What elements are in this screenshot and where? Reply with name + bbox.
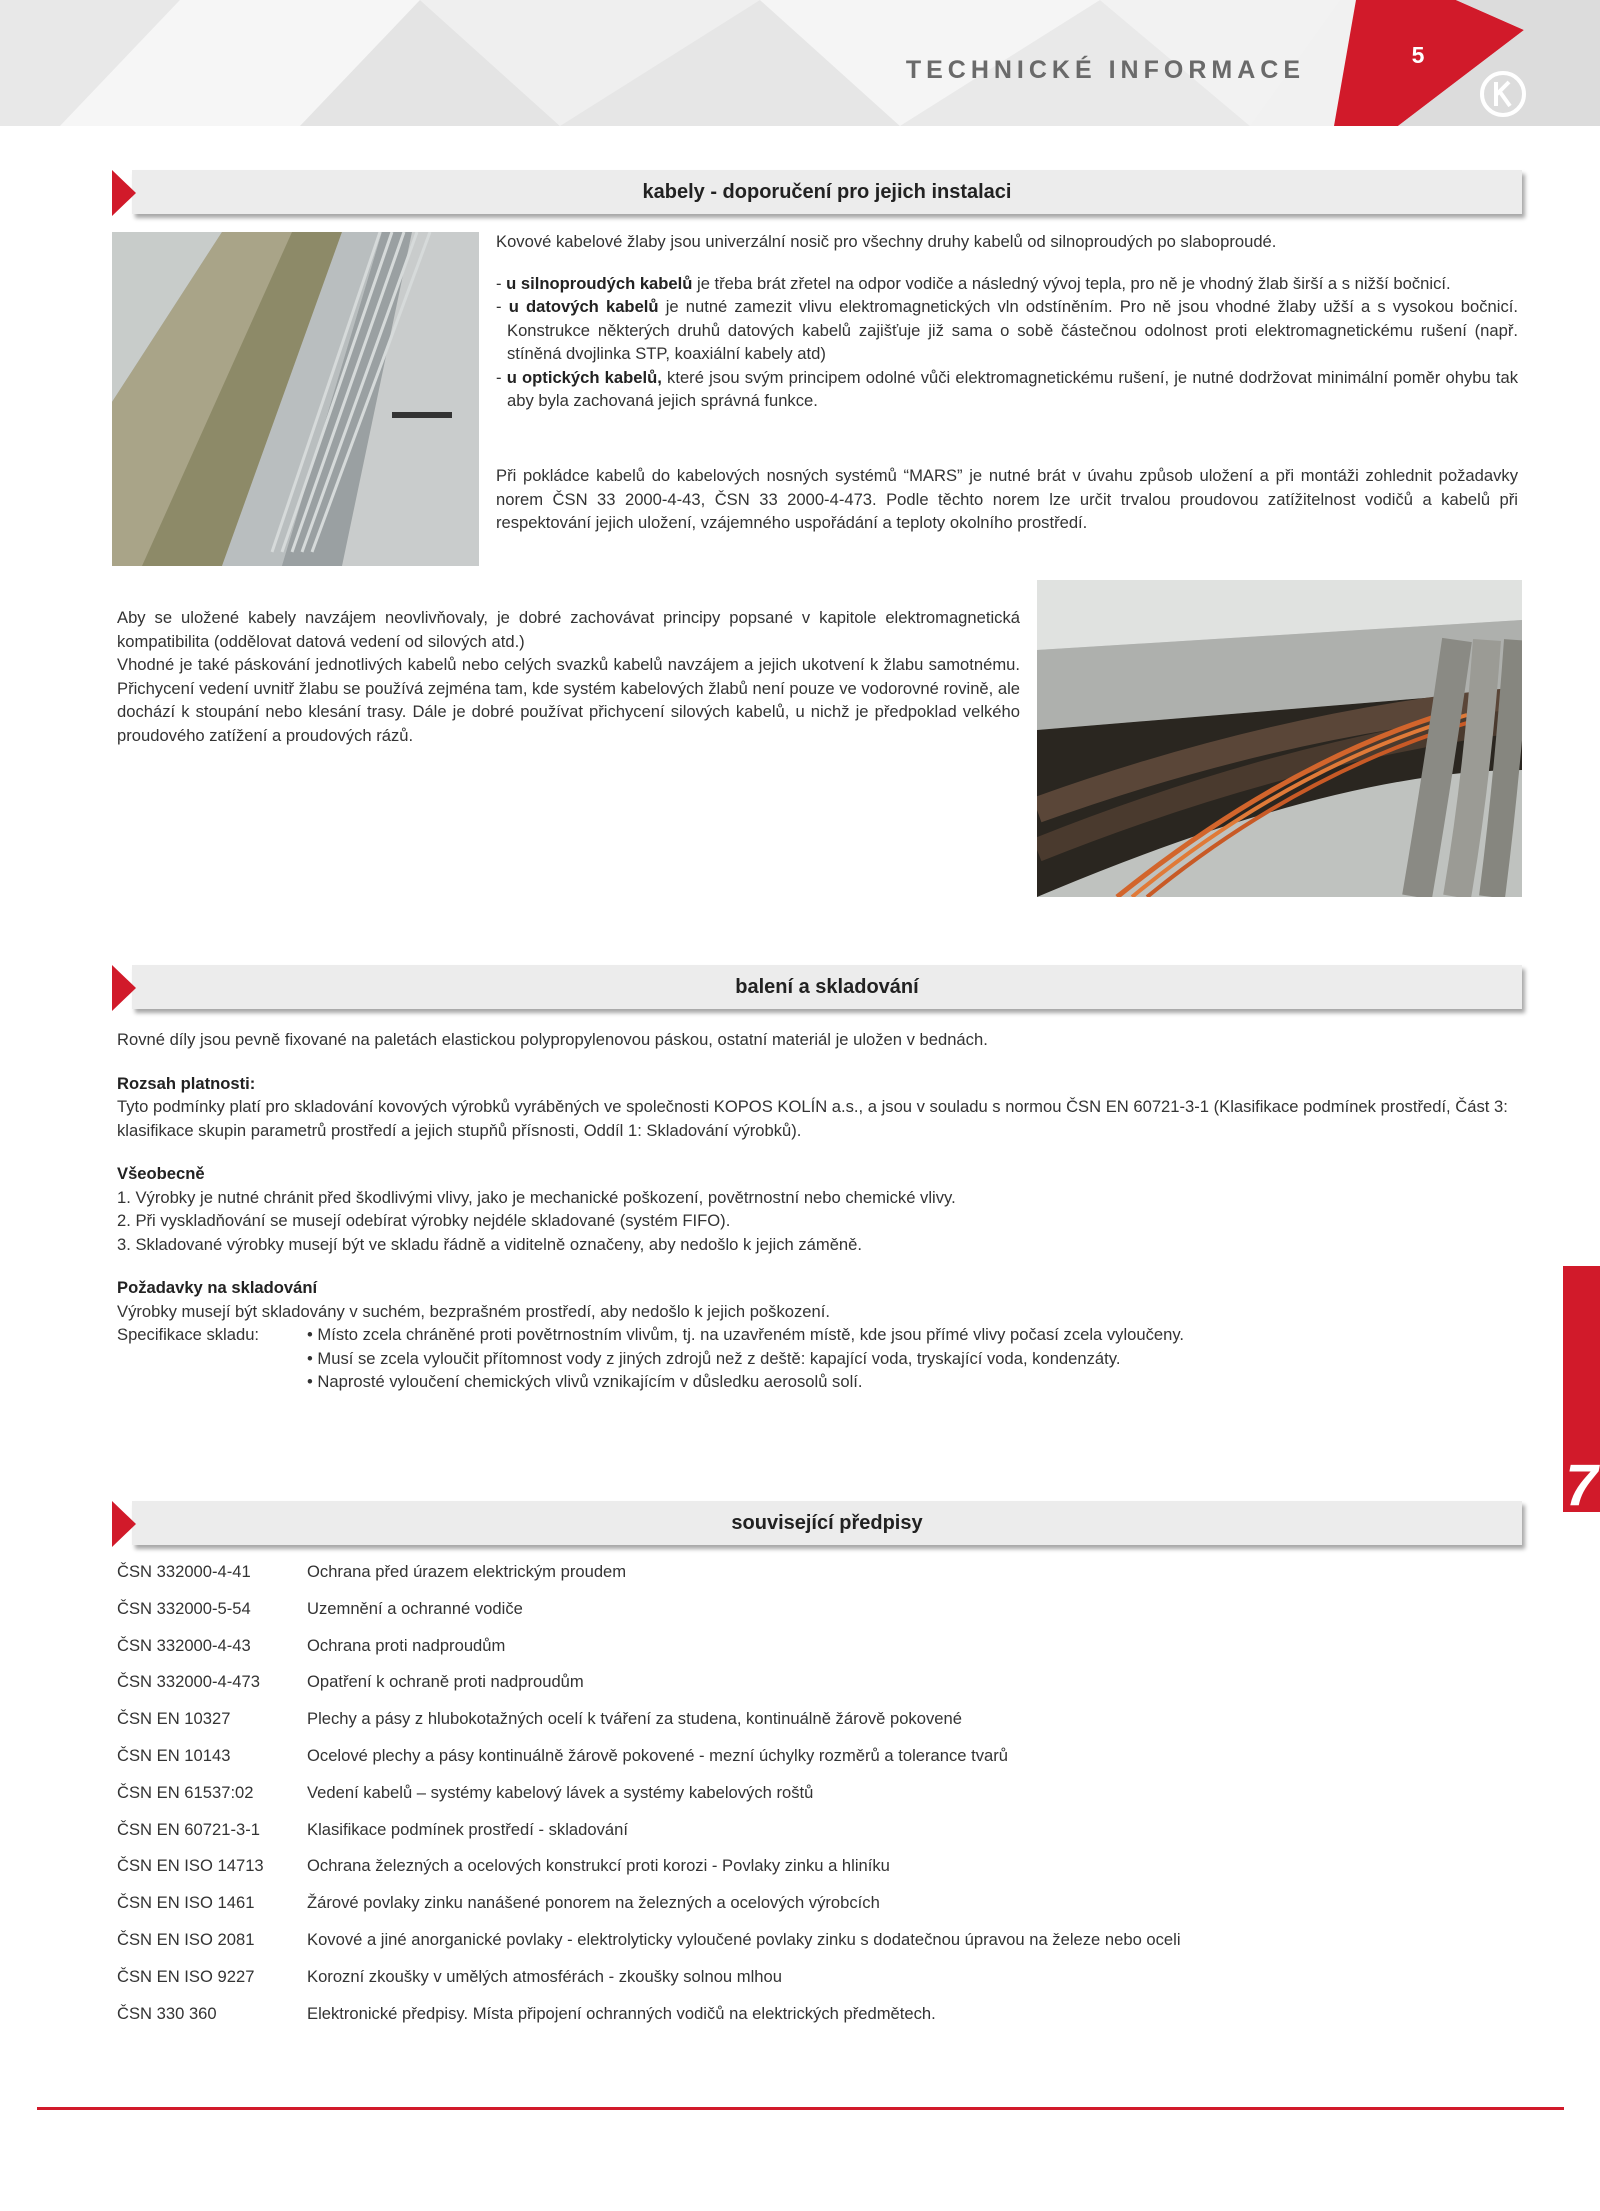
cables-para-emc: Aby se uložené kabely navzájem neovlivňovaly, je dobré zachovávat principy popsané v kapitole elektromagnetická kompatibilita (oddělovat datová vedení od silových atd.) bbox=[117, 608, 1020, 651]
regulation-row bbox=[117, 1783, 1181, 1820]
regulation-description: Vedení kabelů – systémy kabelový lávek a systémy kabelových roštů bbox=[307, 1782, 814, 1802]
regulation-description: Klasifikace podmínek prostředí - skladování bbox=[307, 1819, 628, 1839]
regulation-row bbox=[117, 1820, 1181, 1857]
regulation-row bbox=[117, 1746, 1181, 1783]
regulation-code: ČSN EN 10143 bbox=[117, 1745, 231, 1765]
general-title: Všeobecně bbox=[117, 1164, 205, 1183]
section-heading-regulations: související předpisy bbox=[112, 1501, 1530, 1547]
regulation-description: Ochrana proti nadproudům bbox=[307, 1635, 506, 1655]
regulations-list bbox=[117, 1562, 1181, 2040]
packaging-text-block bbox=[117, 1028, 1522, 1394]
kopos-logo-icon bbox=[1479, 70, 1527, 118]
cables-para-binding: Vhodné je také páskování jednotlivých kabelů nebo celých svazků kabelů navzájem a jejich ukotvení k žlabu samotnému. Přichycení vedení uvnitř žlabu se používá zejména tam, kde systém kabelových žlabů není pouze ve vodorovné rovině, ale dochází k stoupání nebo klesání trasy. Dále je dobré používat přichycení silových kabelů, u nichž je předpoklad velkého proudového zatížení a proudových rázů. bbox=[117, 655, 1021, 745]
scope-text: Tyto podmínky platí pro skladování kovových výrobků vyráběných ve společnosti KOPOS KOLÍN a.s., a jsou v souladu s normou ČSN EN 60721-3-1 (Klasifikace podmínek prostředí, Část 3: klasifikace skupin parametrů prostředí a jejich stupňů přísnosti, Oddíl 1: Skladování výrobků). bbox=[117, 1097, 1508, 1140]
regulation-description: Žárové povlaky zinku nanášené ponorem na železných a ocelových výrobcích bbox=[307, 1893, 880, 1913]
regulation-code: ČSN EN ISO 1461 bbox=[117, 1893, 255, 1913]
cables-item-data: - u datových kabelů je nutné zamezit vlivu elektromagnetických vln odstíněním. Pro ně jsou vhodné žlaby užší a s vysokou bočnicí. Konstrukce některých druhů datových kabelů zajišťuje již sama o sobě částečnou odolnost proti elektromagnetickému rušení (např. stíněná dvojlinka STP, koaxiální kabely atd) bbox=[496, 297, 1518, 363]
regulation-description: Opatření k ochraně proti nadproudům bbox=[307, 1672, 584, 1692]
requirements-text: Výrobky musejí být skladovány v suchém, bezprašném prostředí, aby nedošlo k jejich poškození. bbox=[117, 1301, 830, 1321]
regulation-row bbox=[117, 1562, 1181, 1599]
regulation-row bbox=[117, 1672, 1181, 1709]
regulation-row bbox=[117, 1856, 1181, 1893]
regulation-row bbox=[117, 1893, 1181, 1930]
header-red-tab bbox=[1334, 0, 1600, 126]
footer-divider bbox=[37, 2107, 1564, 2110]
regulation-code: ČSN 332000-4-473 bbox=[117, 1672, 260, 1692]
regulation-code: ČSN EN 61537:02 bbox=[117, 1782, 254, 1802]
general-item: 3. Skladované výrobky musejí být ve skladu řádně a viditelně označeny, aby nedošlo k jejich záměně. bbox=[117, 1234, 862, 1254]
regulation-row bbox=[117, 1967, 1181, 2004]
cables-para-mars: Při pokládce kabelů do kabelových nosných systémů “MARS” je nutné brát v úvahu způsob uložení a při montáži zohlednit požadavky norem ČSN 33 2000-4-43, ČSN 33 2000-4-473. Podle těchto norem lze určit trvalou proudovou zatížitelnost vodičů a kabelů při respektování jejich uložení, vzájemného uspořádání a teploty okolního prostředí. bbox=[496, 466, 1518, 532]
regulation-row bbox=[117, 1599, 1181, 1636]
regulation-description: Plechy a pásy z hlubokotažných ocelí k tváření za studena, kontinuálně žárově pokovené bbox=[307, 1709, 962, 1729]
regulation-code: ČSN 332000-4-41 bbox=[117, 1562, 251, 1581]
cables-text-block bbox=[496, 230, 1518, 413]
general-item: 1. Výrobky je nutné chránit před škodlivými vlivy, jako je mechanické poškození, povětrnostní nebo chemické vlivy. bbox=[117, 1187, 956, 1207]
regulation-description: Kovové a jiné anorganické povlaky - elektrolyticky vyloučené povlaky zinku s dodatečnou úpravou na železe nebo oceli bbox=[307, 1929, 1181, 1949]
cables-intro: Kovové kabelové žlaby jsou univerzální nosič pro všechny druhy kabelů od silnoproudých po slaboproudé. bbox=[496, 232, 1277, 251]
scope-title: Rozsah platnosti: bbox=[117, 1073, 256, 1093]
regulation-code: ČSN EN 60721-3-1 bbox=[117, 1819, 260, 1839]
regulation-row bbox=[117, 1636, 1181, 1673]
regulation-code: ČSN EN ISO 14713 bbox=[117, 1856, 264, 1876]
regulation-description: Korozní zkoušky v umělých atmosférách - zkoušky solnou mlhou bbox=[307, 1966, 782, 1986]
regulation-row bbox=[117, 1709, 1181, 1746]
regulation-row bbox=[117, 2004, 1181, 2041]
regulation-code: ČSN EN 10327 bbox=[117, 1709, 231, 1729]
spec-item: • Naprosté vyloučení chemických vlivů vznikajícím v důsledku aerosolů solí. bbox=[307, 1372, 863, 1391]
regulation-code: ČSN EN ISO 2081 bbox=[117, 1929, 255, 1949]
chapter-number: 7 bbox=[1565, 1453, 1598, 1518]
spec-item: • Místo zcela chráněné proti povětrnostním vlivům, tj. na uzavřeném místě, kde jsou přímé vlivy počasí zcela vyloučeny. bbox=[307, 1325, 1185, 1344]
spec-item: • Musí se zcela vyloučit přítomnost vody z jiných zdrojů než z deště: kapající voda, tryskající voda, kondenzáty. bbox=[307, 1348, 1121, 1368]
cables-item-power: - u silnoproudých kabelů je třeba brát zřetel na odpor vodiče a následný vývoj tepla, pro ně je vhodný žlab širší a s nižší bočnicí. bbox=[496, 273, 1451, 293]
section-heading-cables: kabely - doporučení pro jejich instalaci bbox=[112, 170, 1530, 216]
page-number: 5 bbox=[1411, 42, 1425, 68]
regulation-row bbox=[117, 1930, 1181, 1967]
cables-lower-text bbox=[117, 606, 1020, 747]
regulation-description: Ochrana železných a ocelových konstrukcí proti korozi - Povlaky zinku a hliníku bbox=[307, 1856, 890, 1876]
regulation-description: Elektronické předpisy. Místa připojení ochranných vodičů na elektrických předmětech. bbox=[307, 2003, 936, 2023]
general-item: 2. Při vyskladňování se musejí odebírat výrobky nejdéle skladované (systém FIFO). bbox=[117, 1211, 731, 1230]
regulation-code: ČSN 332000-5-54 bbox=[117, 1598, 251, 1618]
regulation-code: ČSN 330 360 bbox=[117, 2003, 217, 2023]
regulation-code: ČSN EN ISO 9227 bbox=[117, 1966, 255, 1986]
packaging-intro: Rovné díly jsou pevně fixované na paletách elastickou polypropylenovou páskou, ostatní materiál je uložen v bednách. bbox=[117, 1030, 988, 1049]
spec-row bbox=[117, 1323, 1522, 1394]
section-heading-packaging: balení a skladování bbox=[112, 965, 1530, 1011]
regulation-description: Uzemnění a ochranné vodiče bbox=[307, 1598, 523, 1618]
regulation-code: ČSN 332000-4-43 bbox=[117, 1635, 251, 1655]
requirements-title: Požadavky na skladování bbox=[117, 1278, 318, 1297]
regulation-description: Ocelové plechy a pásy kontinuálně žárově pokovené - mezní úchylky rozměrů a tolerance tvarů bbox=[307, 1745, 1008, 1765]
regulation-description: Ochrana před úrazem elektrickým proudem bbox=[307, 1562, 627, 1581]
cable-bundle-photo bbox=[1037, 580, 1522, 897]
header-title: TECHNICKÉ INFORMACE bbox=[905, 56, 1305, 84]
cable-tray-photo bbox=[112, 232, 479, 566]
cables-item-optical: - u optických kabelů, které jsou svým principem odolné vůči elektromagnetickému rušení, je nutné dodržovat minimální poměr ohybu tak aby byla zachovaná jejich správná funkce. bbox=[496, 367, 1518, 410]
spec-label: Specifikace skladu: bbox=[117, 1325, 260, 1344]
